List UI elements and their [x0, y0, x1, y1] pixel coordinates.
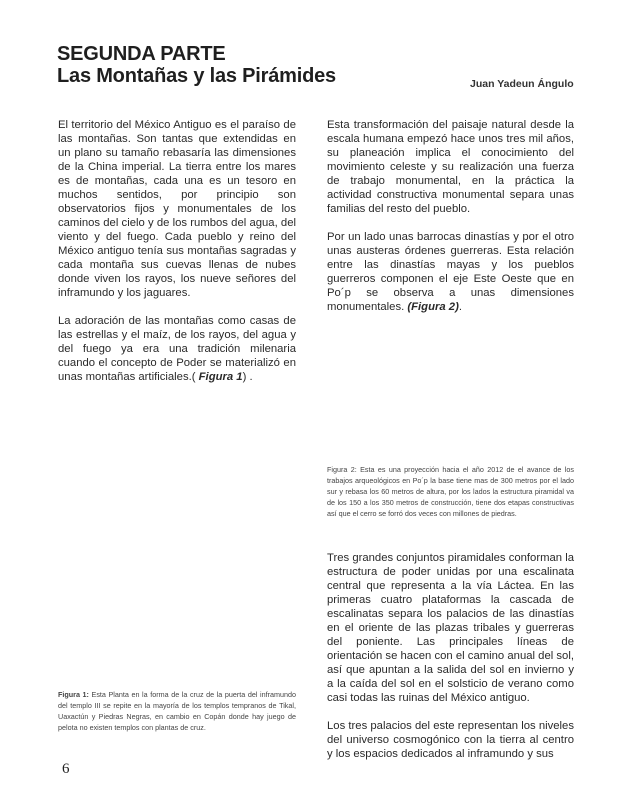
right-column-top [327, 118, 574, 328]
figure-2-caption: Figura 2: Esta es una proyección hacia el año 2012 de el avance de los trabajos arqueológicos en Po´p la base tiene mas de 300 metros por el lado sur y rebasa los 60 metros de altura, por los lados la estructura piramidal va de los 150 a los 350 metros de construcción, tiene dos etapas constructivas así que el cerro se forró dos veces con millones de piedras. [327, 465, 574, 518]
left-column [58, 118, 296, 398]
paragraph: El territorio del México Antiguo es el paraíso de las montañas. Son tantas que extendidas en un plano su tamaño rebasaría las dimensiones de la China imperial. La tierra entre los mares es de montañas, cada una es un tesoro en muchos sentidos, por principio son observatorios fijos y monumentales de los caminos del cielo y de los rumbos del agua, del viento y del fuego. Cada pueblo y reino del México antiguo tenía sus montañas sagradas y cada montaña sus cuevas llenas de nubes donde viven los rayos, los nueve señores del inframundo y los jaguares. [58, 119, 296, 299]
paragraph: Por un lado unas barrocas dinastías y por el otro unas austeras órdenes guerreras. Esta relación entre las dinastías mayas y los pueblos guerreros componen el eje Este Oeste que en Po´p se observa a unas dimensiones monumentales. (Figura 2). [327, 231, 574, 313]
author-name: Juan Yadeun Ángulo [470, 78, 574, 90]
page-title: Las Montañas y las Pirámides [57, 65, 336, 87]
figure-1-caption: Figura 1: Esta Planta en la forma de la cruz de la puerta del inframundo del templo III se repite en la mayoría de los templos tempranos de Tikal, Uaxactún y Piedras Negras, en cambio en Copán donde hay juego de pelota no existen templos con plantas de cruz. [58, 690, 296, 732]
paragraph: La adoración de las montañas como casas de las estrellas y el maíz, de los rayos, del agua y del fuego ya era una tradición milenaria cuando el concepto de Poder se materializó en unas montañas artificiales.( Figura 1) . [58, 315, 296, 383]
paragraph: Los tres palacios del este representan los niveles del universo cosmogónico con la tierra al centro y los espacios dedicados al inframundo y sus [327, 720, 574, 760]
caption-label: Figura 1: [58, 690, 89, 699]
figure-reference: Figura 1 [195, 371, 243, 383]
figure-reference: (Figura 2) [407, 301, 459, 313]
paragraph: Tres grandes conjuntos piramidales conforman la estructura de poder unidas por una escalinata central que representa a la vía Láctea. En las primeras cuatro plataformas la cascada de escalinatas separa los palacios de las dinastías en el oriente de las plazas tribales y guerreras del poniente. Las principales líneas de orientación se hacen con el camino anual del sol, así que apuntan a la salida del sol en invierno y a la caída del sol en el solsticio de verano como casi todas las ruinas del México antiguo. [327, 552, 574, 704]
right-column-bottom [327, 551, 574, 775]
paragraph: Esta transformación del paisaje natural desde la escala humana empezó hace unos tres mil años, su planeación implica el conocimiento del movimiento celeste y su realización una fuerza de trabajo monumental, en la práctica la actividad constructiva monumental separa unas familias del resto del pueblo. [327, 119, 574, 215]
section-heading: SEGUNDA PARTE [57, 43, 226, 65]
page-number: 6 [62, 761, 70, 777]
